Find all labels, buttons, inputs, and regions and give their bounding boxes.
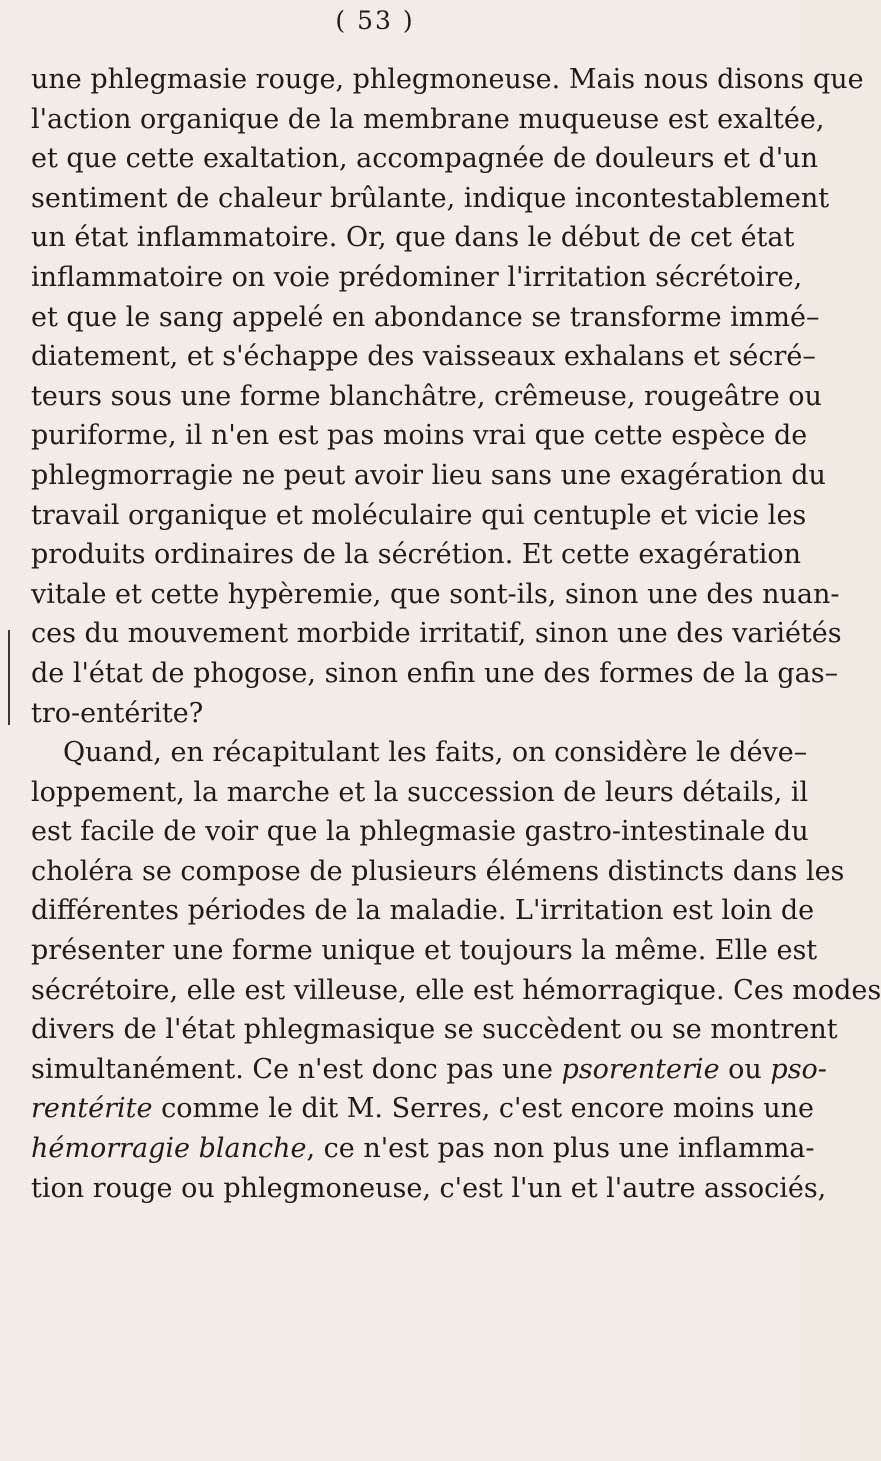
text-line: tro-entérite? <box>31 697 204 729</box>
text-line: ces du mouvement morbide irritatif, sinon une des variétés <box>31 618 842 650</box>
text-line: et que cette exaltation, accompagnée de douleurs et d'un <box>31 143 818 175</box>
italic-term: rentérite <box>31 1093 153 1125</box>
page-edge-mark <box>8 630 10 725</box>
text-line: choléra se compose de plusieurs élémens distincts dans les <box>31 855 845 887</box>
text-line: sentiment de chaleur brûlante, indique incontestablement <box>31 182 830 214</box>
italic-term: psorenterie <box>561 1053 720 1085</box>
text-line: de l'état de phogose, sinon enfin une des formes de la gas– <box>31 657 839 689</box>
page-number: ( 53 ) <box>335 6 415 35</box>
text-line-mixed <box>31 1129 815 1169</box>
text-line: phlegmorragie ne peut avoir lieu sans une exagération du <box>31 459 826 491</box>
italic-term: hémorragie blanche <box>31 1133 307 1165</box>
text-line: vitale et cette hypèremie, que sont-ils, sinon une des nuan- <box>31 578 840 610</box>
text-run: comme le dit M. Serres, c'est encore moins une <box>161 1093 814 1125</box>
text-run: , ce n'est pas non plus une inflamma- <box>306 1133 815 1165</box>
text-line: présenter une forme unique et toujours la même. Elle est <box>31 935 818 967</box>
text-line: produits ordinaires de la sécrétion. Et cette exagération <box>31 539 802 571</box>
text-line-mixed <box>31 1089 814 1129</box>
text-line: différentes périodes de la maladie. L'irritation est loin de <box>31 895 815 927</box>
text-line: sécrétoire, elle est villeuse, elle est hémorragique. Ces modes <box>31 974 881 1006</box>
text-line: inflammatoire on voie prédominer l'irritation sécrétoire, <box>31 261 803 293</box>
text-line-mixed <box>31 1050 827 1090</box>
text-line: puriforme, il n'en est pas moins vrai que cette espèce de <box>31 420 808 452</box>
text-line: Quand, en récapitulant les faits, on considère le déve– <box>63 737 808 769</box>
text-line: et que le sang appelé en abondance se transforme immé– <box>31 301 820 333</box>
text-line: diatement, et s'échappe des vaisseaux exhalans et sécré– <box>31 341 816 373</box>
text-run: simultanément. Ce n'est donc pas une <box>31 1053 553 1085</box>
text-line: une phlegmasie rouge, phlegmoneuse. Mais nous disons que <box>31 64 864 95</box>
italic-term: pso- <box>770 1053 827 1085</box>
text-line: loppement, la marche et la succession de leurs détails, il <box>31 776 809 808</box>
text-line: l'action organique de la membrane muqueuse est exaltée, <box>31 103 825 135</box>
text-line: divers de l'état phlegmasique se succèdent ou se montrent <box>31 1014 838 1046</box>
text-line: teurs sous une forme blanchâtre, crêmeuse, rougeâtre ou <box>31 380 822 412</box>
text-line: un état inflammatoire. Or, que dans le début de cet état <box>31 222 795 254</box>
text-line: est facile de voir que la phlegmasie gastro-intestinale du <box>31 816 809 848</box>
body-text <box>31 60 881 1208</box>
text-line: tion rouge ou phlegmoneuse, c'est l'un et l'autre associés, <box>31 1172 827 1204</box>
text-run: ou <box>728 1053 762 1085</box>
text-line: travail organique et moléculaire qui centuple et vicie les <box>31 499 807 531</box>
